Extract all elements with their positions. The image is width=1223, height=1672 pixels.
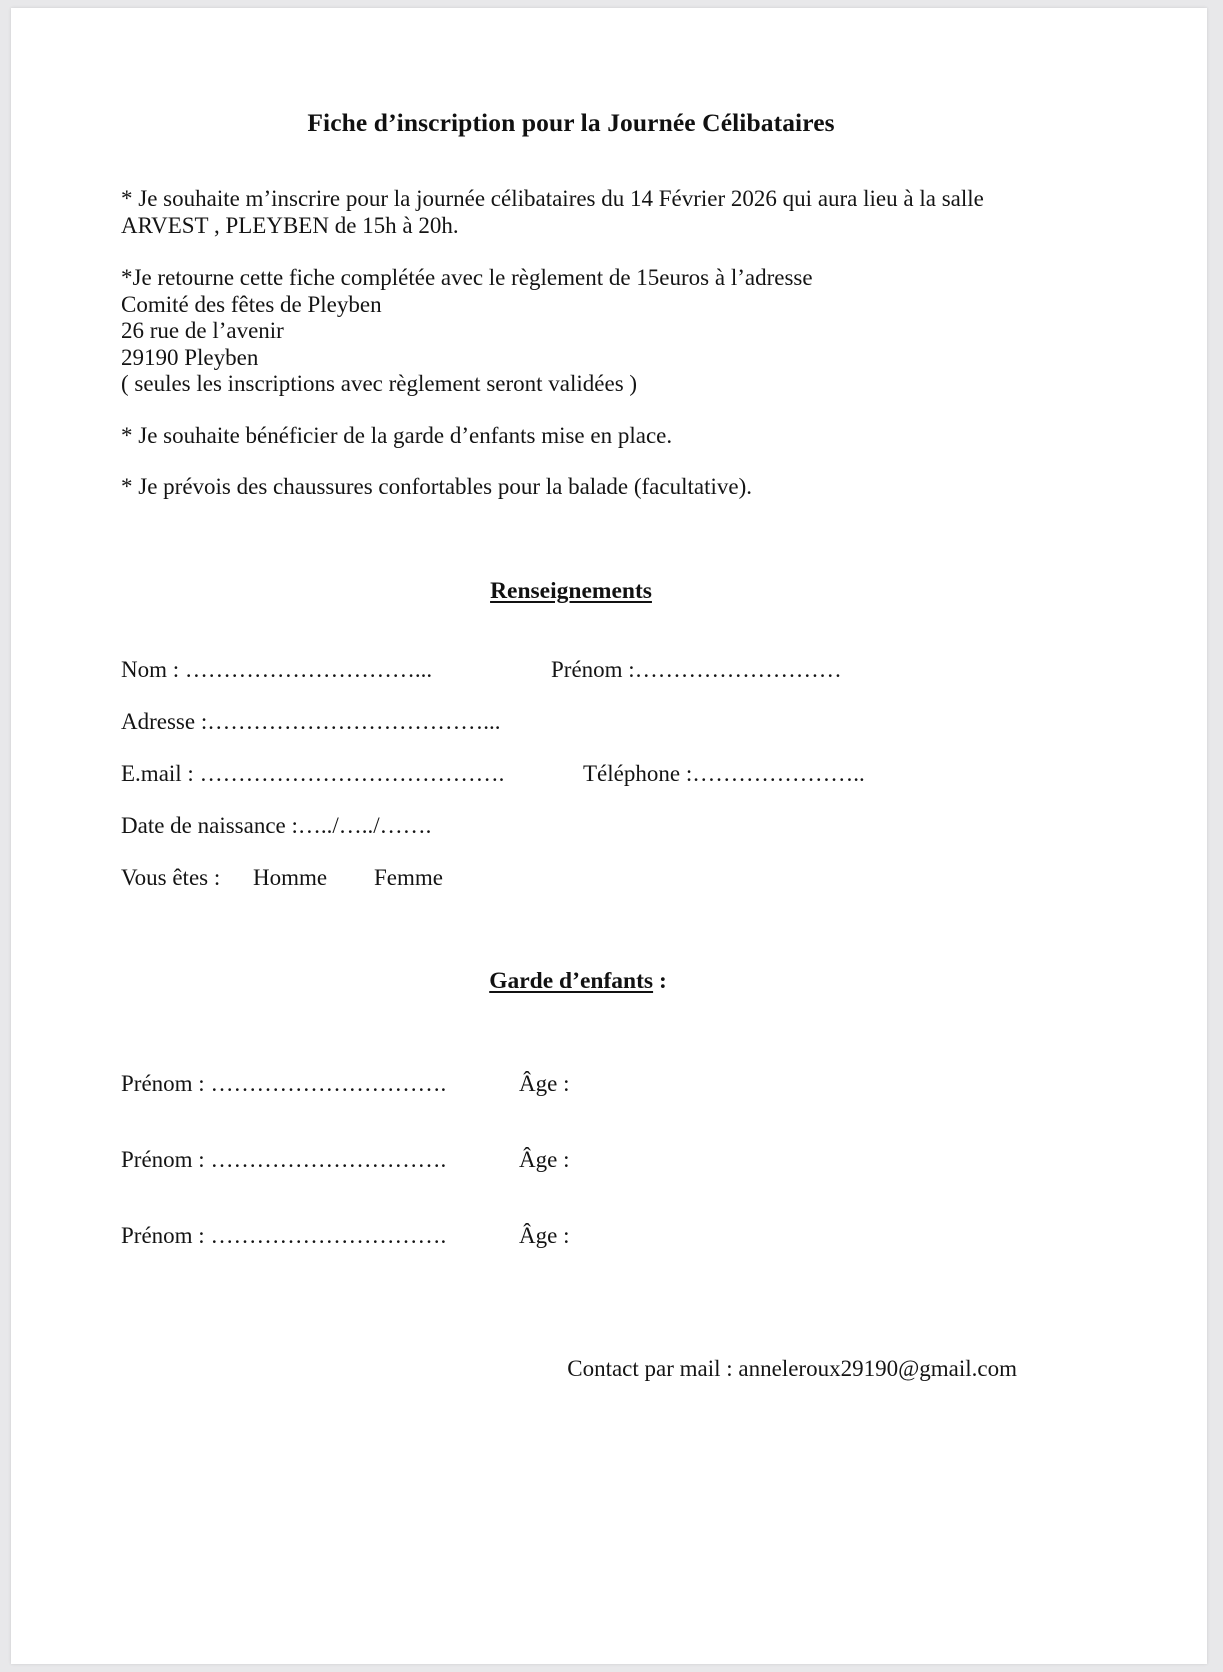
garde-row <box>121 1223 1121 1299</box>
adresse-field[interactable]: Adresse :………………………………... <box>121 709 501 734</box>
section-heading-garde-colon: : <box>653 968 667 994</box>
intro-line-5: 26 rue de l’avenir <box>121 318 284 343</box>
gender-option-homme[interactable]: Homme <box>253 865 328 890</box>
form-row-date-naissance <box>121 813 1121 865</box>
section-heading-garde-enfants <box>11 968 1131 995</box>
prenom-field[interactable]: Prénom :……………………… <box>551 657 842 682</box>
form-row-email-telephone <box>121 761 1121 813</box>
section-heading-garde-label: Garde d’enfants <box>489 968 654 994</box>
email-field[interactable]: E.mail : …………………………………. <box>121 761 505 786</box>
intro-section <box>121 186 1021 501</box>
section-heading-garde-inner <box>475 968 667 994</box>
renseignements-form <box>121 657 1121 917</box>
section-heading-renseignements-label: Renseignements <box>490 578 652 604</box>
garde-row <box>121 1147 1121 1223</box>
form-row-gender <box>121 865 1121 917</box>
garde-prenom-field[interactable]: Prénom : …………………………. <box>121 1147 447 1172</box>
document-content <box>11 8 1207 1664</box>
form-row-adresse <box>121 709 1121 761</box>
intro-line-7: ( seules les inscriptions avec règlement seront validées ) <box>121 371 638 396</box>
vous-etes-label: Vous êtes : <box>121 865 221 890</box>
form-row-nom-prenom <box>121 657 1121 709</box>
intro-line-2: ARVEST , PLEYBEN de 15h à 20h. <box>121 212 459 238</box>
intro-line-8: * Je souhaite bénéficier de la garde d’enfants mise en place. <box>121 422 673 448</box>
date-naissance-field[interactable]: Date de naissance :…../…../……. <box>121 813 432 838</box>
page-title: Fiche d’inscription pour la Journée Célibataires <box>307 108 835 137</box>
section-heading-renseignements <box>11 578 1131 605</box>
nom-field[interactable]: Nom : …………………………... <box>121 657 433 682</box>
garde-prenom-field[interactable]: Prénom : …………………………. <box>121 1071 447 1096</box>
garde-row <box>121 1071 1121 1147</box>
document-page <box>11 8 1207 1664</box>
contact-email-line: Contact par mail : anneleroux29190@gmail.com <box>567 1356 1017 1381</box>
intro-line-4: Comité des fêtes de Pleyben <box>121 291 382 317</box>
garde-age-field[interactable]: Âge : <box>519 1071 570 1096</box>
intro-line-6: 29190 Pleyben <box>121 344 259 370</box>
garde-age-field[interactable]: Âge : <box>519 1223 570 1248</box>
intro-line-1: * Je souhaite m’inscrire pour la journée célibataires du 14 Février 2026 qui aura lieu à la salle <box>121 186 984 211</box>
gender-option-femme[interactable]: Femme <box>374 865 443 890</box>
telephone-field[interactable]: Téléphone :………………….. <box>583 761 865 786</box>
garde-prenom-field[interactable]: Prénom : …………………………. <box>121 1223 447 1248</box>
garde-enfants-form <box>121 1071 1121 1299</box>
garde-age-field[interactable]: Âge : <box>519 1147 570 1172</box>
intro-line-9: * Je prévois des chaussures confortables pour la balade (facultative). <box>121 474 752 499</box>
intro-line-3: *Je retourne cette fiche complétée avec le règlement de 15euros à l’adresse <box>121 265 813 290</box>
